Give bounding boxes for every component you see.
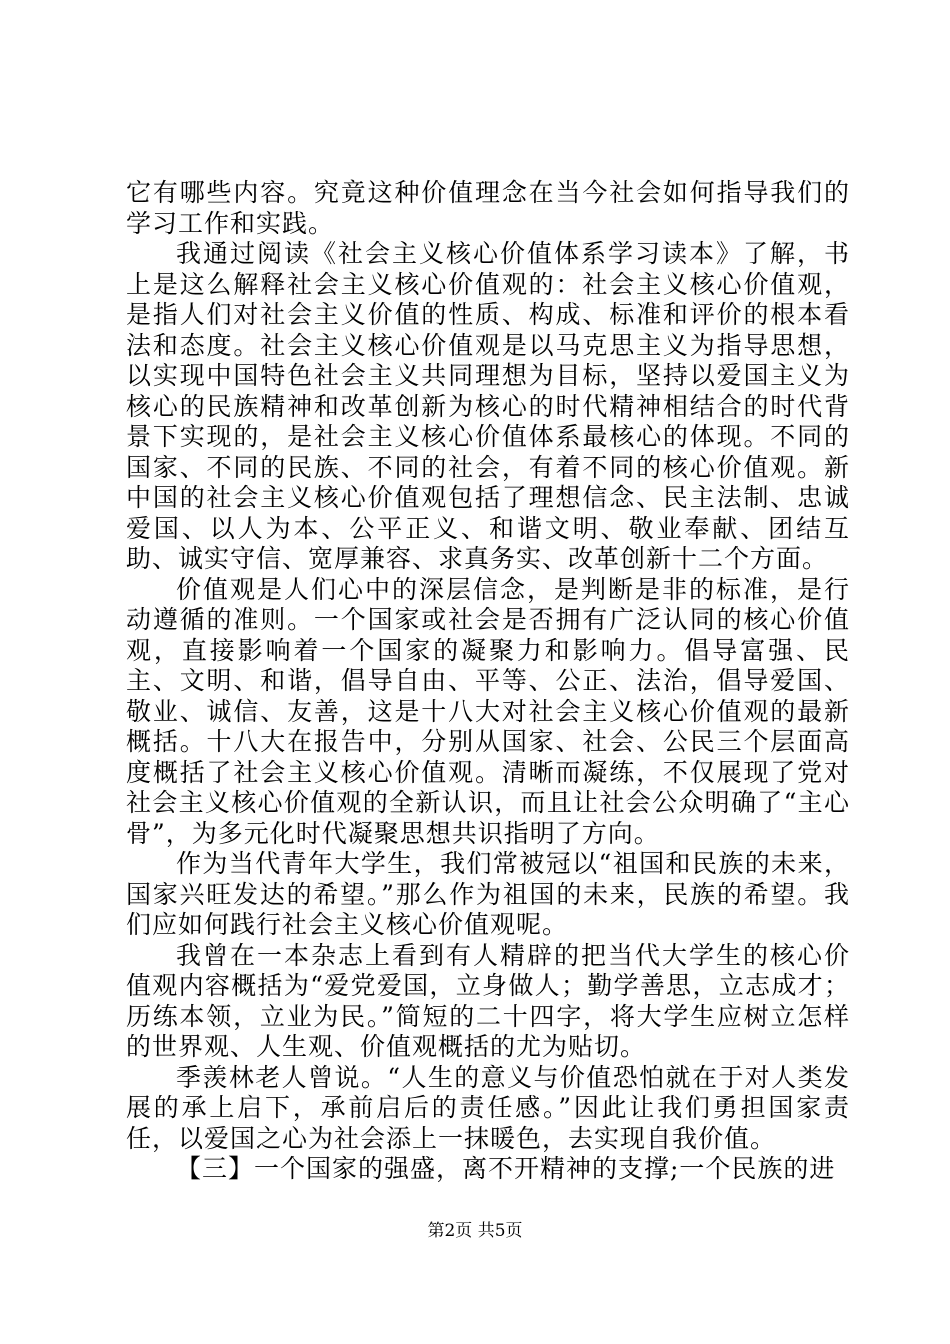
body-text bbox=[126, 178, 850, 1185]
paragraph-1: 它有哪些内容。究竟这种价值理念在当今社会如何指导我们的学习工作和实践。 bbox=[126, 178, 850, 238]
paragraph-7: 【三】一个国家的强盛，离不开精神的支撑;一个民族的进 bbox=[176, 1154, 836, 1183]
paragraph-4: 作为当代青年大学生，我们常被冠以“祖国和民族的未来，国家兴旺发达的希望。”那么作为祖国的未来，民族的希望。我们应如何践行社会主义核心价值观呢。 bbox=[126, 849, 850, 939]
paragraph-2: 我通过阅读《社会主义核心价值体系学习读本》了解，书上是这么解释社会主义核心价值观的：社会主义核心价值观，是指人们对社会主义价值的性质、构成、标准和评价的根本看法和态度。社会主义核心价值观是以马克思主义为指导思想，以实现中国特色社会主义共同理想为目标，坚持以爱国主义为核心的民族精神和改革创新为核心的时代精神相结合的时代背景下实现的，是社会主义核心价值体系最核心的体现。不同的国家、不同的民族、不同的社会，有着不同的核心价值观。新中国的社会主义核心价值观包括了理想信念、民主法制、忠诚爱国、以人为本、公平正义、和谐文明、敬业奉献、团结互助、诚实守信、宽厚兼容、求真务实、改革创新十二个方面。 bbox=[126, 239, 850, 573]
paragraph-3: 价值观是人们心中的深层信念，是判断是非的标准，是行动遵循的准则。一个国家或社会是否拥有广泛认同的核心价值观，直接影响着一个国家的凝聚力和影响力。倡导富强、民主、文明、和谐，倡导自由、平等、公正、法治，倡导爱国、敬业、诚信、友善，这是十八大对社会主义核心价值观的最新概括。十八大在报告中，分别从国家、社会、公民三个层面高度概括了社会主义核心价值观。清晰而凝练，不仅展现了党对社会主义核心价值观的全新认识，而且让社会公众明确了“主心骨”，为多元化时代凝聚思想共识指明了方向。 bbox=[126, 574, 850, 848]
page-number-footer: 第2页 共5页 bbox=[427, 1221, 523, 1241]
paragraph-5: 我曾在一本杂志上看到有人精辟的把当代大学生的核心价值观内容概括为“爱党爱国，立身做人；勤学善思，立志成才；历练本领，立业为民。”简短的二十四字，将大学生应树立怎样的世界观、人生观、价值观概括的尤为贴切。 bbox=[126, 940, 850, 1061]
paragraph-6: 季羡林老人曾说。“人生的意义与价值恐怕就在于对人类发展的承上启下，承前启后的责任感。”因此让我们勇担国家责任，以爱国之心为社会添上一抹暖色，去实现自我价值。 bbox=[126, 1062, 850, 1153]
